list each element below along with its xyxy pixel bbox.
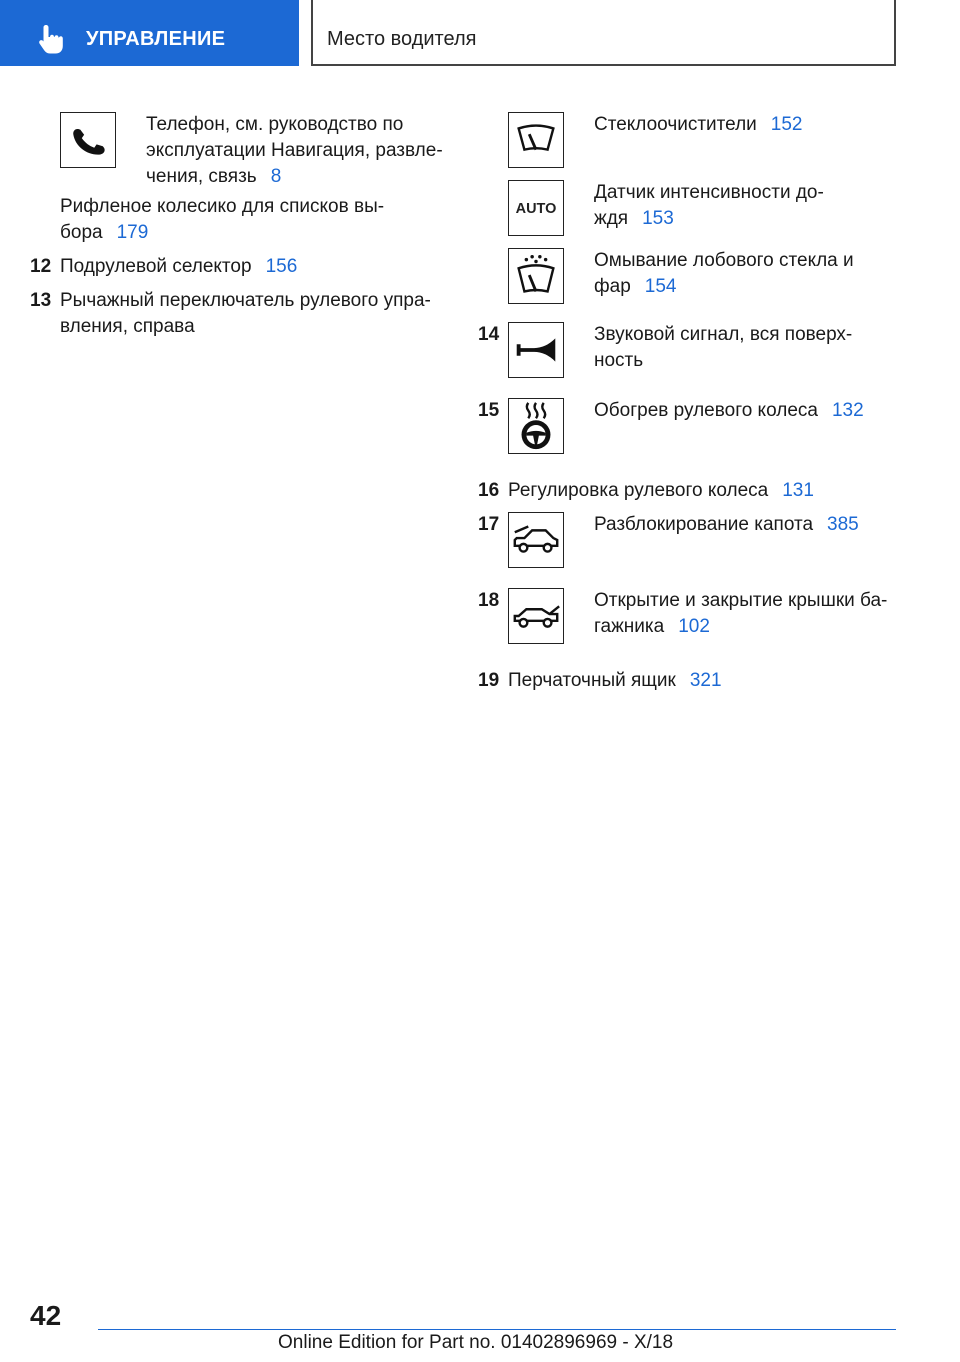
page-ref-link[interactable]: 131 [782,480,814,501]
list-item [478,394,918,478]
footer-divider [98,1329,896,1330]
page-ref-link[interactable]: 152 [770,114,803,135]
page-header [0,0,960,66]
steering-wheel-heating-icon [508,398,564,454]
list-item-text: Телефон, см. руководство по эксплуатации Навигация, развле- чения, связь 8 [146,114,443,187]
list-item [30,194,450,254]
list-item-text: Датчик интенсивности до- ждя 153 [594,182,824,229]
list-item [478,108,918,178]
list-item-text: Рычажный переключатель рулевого упра- вления, справа [60,290,431,337]
list-item [478,320,918,394]
item-number: 19 [478,670,500,691]
list-item [478,478,918,510]
list-item-text: Открытие и закрытие крышки ба- гажника 102 [594,590,888,637]
page-ref-link[interactable]: 156 [265,256,298,277]
page-ref-link[interactable]: 102 [678,616,710,637]
wiper-icon [508,112,564,168]
page-title: Место водителя [327,28,477,50]
page-ref-link[interactable]: 321 [689,670,722,691]
list-item [478,668,918,700]
section-tab[interactable] [0,0,299,66]
trunk-lid-icon [508,588,564,644]
page-ref-link[interactable]: 132 [831,400,864,421]
washer-icon [508,248,564,304]
item-number: 14 [478,324,500,345]
auto-rain-sensor-icon [508,180,564,236]
list-item [478,584,918,668]
list-item-text: Звуковой сигнал, вся поверх- ность [594,324,853,371]
item-number: 16 [478,480,500,501]
item-number: 18 [478,590,500,611]
pointing-hand-icon [34,22,68,56]
list-item-text: Перчаточный ящик 321 [508,670,722,691]
item-number: 13 [30,290,52,311]
page-ref-link[interactable]: 179 [116,222,149,243]
list-item-text: Рифленое колесико для списков вы- бора 179 [60,196,385,243]
item-number: 12 [30,256,52,277]
page-ref-link[interactable]: 153 [642,208,674,229]
svg-text:AUTO: AUTO [515,200,557,217]
list-item [30,108,450,194]
list-item [478,246,918,320]
list-item [478,178,918,246]
hood-release-icon [508,512,564,568]
left-column [30,108,450,348]
list-item-text: Подрулевой селектор 156 [60,256,298,277]
page-number: 42 [30,1300,62,1331]
list-item-text: Регулировка рулевого колеса 131 [508,480,814,501]
item-number: 17 [478,514,500,535]
footer-edition-text: Online Edition for Part no. 01402896969 - X/18 [278,1332,674,1353]
list-item [30,288,450,348]
section-label: УПРАВЛЕНИЕ [86,28,226,50]
list-item [30,254,450,288]
list-item-text: Омывание лобового стекла и фар 154 [594,250,854,297]
list-item [478,510,918,584]
page-ref-link[interactable]: 385 [827,514,859,535]
page-ref-link[interactable]: 154 [644,276,677,297]
list-item-text: Разблокирование капота 385 [594,514,859,535]
right-column [478,108,918,700]
phone-icon [60,112,116,168]
page-tab [311,0,896,66]
page-ref-link[interactable]: 8 [270,166,282,187]
list-item-text: Обогрев рулевого колеса 132 [594,400,864,421]
item-number: 15 [478,400,500,421]
list-item-text: Стеклоочистители 152 [594,114,803,135]
horn-icon [508,322,564,378]
